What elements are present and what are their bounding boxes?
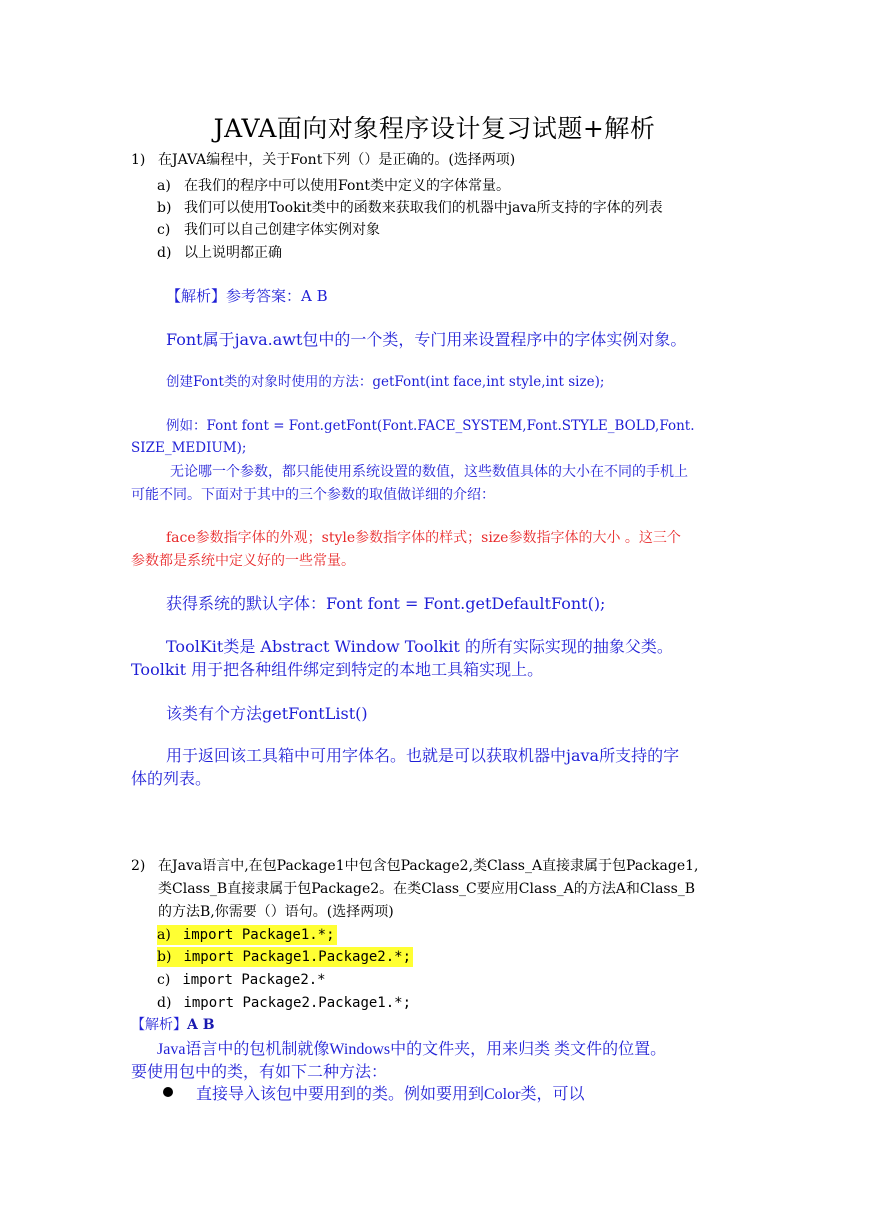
q1-analysis-red-line2: 参数都是系统中定义好的一些常量。	[131, 553, 355, 569]
q1-analysis-getfontlist: 该类有个方法getFontList()	[166, 704, 368, 723]
bullet-dot-icon	[163, 1087, 173, 1097]
q2-analysis-bullet1: 直接导入该包中要用到的类。例如要用到Color类，可以	[196, 1086, 585, 1103]
q1-option-a-text: 在我们的程序中可以使用Font类中定义的字体常量。	[184, 178, 511, 194]
q2-option-a-letter: a)	[157, 927, 171, 943]
page-title: JAVA面向对象程序设计复习试题+解析	[213, 114, 656, 143]
q2-analysis-heading	[131, 1015, 215, 1035]
q1-analysis-return-line1: 用于返回该工具箱中可用字体名。也就是可以获取机器中java所支持的字	[166, 746, 680, 765]
q2-analysis-label: 【解析】	[131, 1017, 187, 1033]
q2-number: 2)	[131, 858, 146, 874]
q1-analysis-answer: 【解析】参考答案：A B	[166, 287, 328, 305]
q1-option-d-text: 以上说明都正确	[184, 245, 282, 261]
q1-analysis-toolkit-line2: Toolkit 用于把各种组件绑定到特定的本地工具箱实现上。	[131, 660, 544, 679]
q2-analysis-para-line2: 要使用包中的类，有如下二种方法：	[131, 1064, 388, 1081]
q2-option-a-text: import Package1.*;	[182, 927, 335, 943]
q1-analysis-toolkit-line1: ToolKit类是 Abstract Window Toolkit 的所有实际实现的抽象父类。	[166, 637, 673, 656]
q2-text-line1: 在Java语言中,在包Package1中包含包Package2,类Class_A直接隶属于包Package1,	[158, 858, 699, 874]
q2-text-line3: 的方法B,你需要（）语句。(选择两项)	[158, 904, 394, 920]
q1-analysis-default-font: 获得系统的默认字体：Font font = Font.getDefaultFont();	[166, 594, 606, 613]
q2-text-line2: 类Class_B直接隶属于包Package2。在类Class_C要应用Class_A的方法A和Class_B	[158, 881, 696, 897]
q1-analysis-params-line2: 可能不同。下面对于其中的三个参数的取值做详细的介绍：	[131, 487, 495, 503]
q2-analysis-answer: A B	[187, 1017, 215, 1033]
q1-analysis-para-getfont: 创建Font类的对象时使用的方法：getFont(int face,int style,int size);	[166, 374, 605, 390]
q1-option-b-letter: b)	[157, 200, 172, 216]
q2-option-c	[157, 970, 326, 990]
q2-analysis-para-line1: Java语言中的包机制就像Windows中的文件夹，用来归类 类文件的位置。	[157, 1041, 667, 1058]
q1-analysis-params-line1: 无论哪一个参数，都只能使用系统设置的数值，这些数值具体的大小在不同的手机上	[170, 464, 688, 480]
q2-option-b	[157, 947, 413, 967]
q1-option-a-letter: a)	[157, 178, 171, 194]
q2-option-c-text: import Package2.*	[182, 972, 326, 988]
q1-analysis-red-line1: face参数指字体的外观；style参数指字体的样式；size参数指字体的大小 。这三个	[166, 530, 681, 546]
q2-option-d-letter: d)	[157, 995, 172, 1011]
q1-analysis-example-line2: SIZE_MEDIUM);	[131, 440, 247, 456]
q2-option-b-text: import Package1.Package2.*;	[183, 949, 412, 965]
q1-option-b-text: 我们可以使用Tookit类中的函数来获取我们的机器中java所支持的字体的列表	[184, 200, 663, 216]
q2-option-a	[157, 925, 337, 945]
q2-option-d	[157, 993, 411, 1013]
q2-option-b-letter: b)	[157, 949, 172, 965]
q1-analysis-return-line2: 体的列表。	[131, 769, 212, 788]
q2-option-d-text: import Package2.Package1.*;	[183, 995, 412, 1011]
q1-number: 1)	[131, 152, 146, 168]
q1-option-c-letter: c)	[157, 222, 171, 238]
q1-analysis-para-font-class: Font属于java.awt包中的一个类，专门用来设置程序中的字体实例对象。	[166, 330, 687, 349]
q1-analysis-example-line1: 例如：Font font = Font.getFont(Font.FACE_SYSTEM,Font.STYLE_BOLD,Font.	[166, 418, 695, 434]
q1-text: 在JAVA编程中，关于Font下列（）是正确的。(选择两项)	[158, 152, 516, 168]
q1-option-d-letter: d)	[157, 245, 172, 261]
q2-option-c-letter: c)	[157, 972, 171, 988]
q1-option-c-text: 我们可以自己创建字体实例对象	[184, 222, 380, 238]
